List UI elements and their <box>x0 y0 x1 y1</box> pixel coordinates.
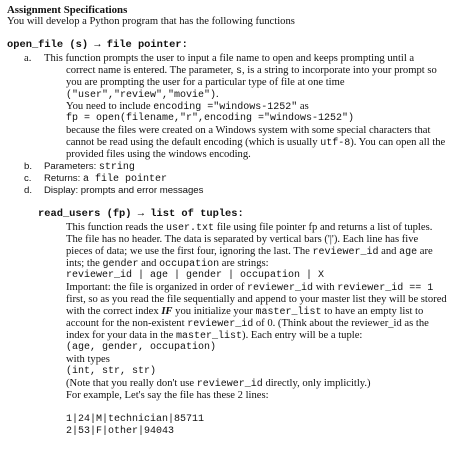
code-span: reviewer_id == 1 <box>337 283 434 294</box>
text-span: This function reads the <box>66 222 167 233</box>
emphasis-if: IF <box>161 306 173 317</box>
text-span: ). You can open all the <box>350 137 446 148</box>
text-span: ints; the <box>66 258 103 269</box>
code-span: ("user","review","movie") <box>66 90 217 101</box>
read-users-line2: The file has no header. The data is separated by vertical bars ('|'). Each line has five <box>66 234 419 245</box>
code-span: encoding ="windows-1252" <box>153 102 298 113</box>
example-line-2: 2|53|F|other|94043 <box>66 426 175 437</box>
text-span: You need to include <box>66 101 154 112</box>
code-span: user.txt <box>166 223 215 234</box>
item-d-marker: d. <box>24 185 33 196</box>
text-span: (Note that you really don't use <box>66 378 197 389</box>
text-span: This function prompts the user to input a file name to open and keeps prompting until a <box>44 53 415 64</box>
text-span: as <box>297 101 309 112</box>
read-users-line11: (age, gender, occupation) <box>66 342 217 353</box>
text-span: , is a string to incorporate into your prompt so <box>241 65 437 76</box>
text-span: and <box>378 246 400 257</box>
text-span: to have an empty list to <box>321 306 424 317</box>
read-users-signature: read_users (fp) → list of tuples: <box>38 208 244 220</box>
read-users-line12: with types <box>66 354 110 365</box>
text-span: Returns: <box>44 173 83 184</box>
text-span: ). Each entry will be a tuple: <box>242 330 363 341</box>
code-span: gender <box>102 259 139 270</box>
item-a-marker: a. <box>24 53 32 64</box>
code-span: a file pointer <box>82 174 167 185</box>
code-span: reviewer_id <box>187 319 254 330</box>
item-a-line7: because the files were created on a Windows system with some special characters that <box>66 125 431 136</box>
example-line-1: 1|24|M|technician|85711 <box>66 414 205 425</box>
read-users-line5: reviewer_id | age | gender | occupation | X <box>66 270 325 281</box>
text-span: . <box>216 89 219 100</box>
item-c-marker: c. <box>24 173 32 184</box>
item-d <box>24 185 204 197</box>
code-span: reviewer_id <box>247 283 314 294</box>
text-span: are strings: <box>219 258 269 269</box>
section-title: Assignment Specifications <box>7 4 128 16</box>
read-users-line7: first, so as you read the file sequentially and append to your master list they will be stored <box>66 294 447 305</box>
read-users-line15: For example, Let's say the file has these 2 lines: <box>66 390 269 401</box>
code-span: utf-8 <box>320 138 351 149</box>
item-b-marker: b. <box>24 161 33 172</box>
code-span: reviewer_id <box>196 379 263 390</box>
text-span: directly, only implicitly.) <box>262 378 371 389</box>
text-span: cannot be read using the default encoding (which is usually <box>66 137 321 148</box>
code-span: master_list <box>176 331 243 342</box>
text-span: index for your data in the <box>66 330 177 341</box>
text-span: account for the non-existent <box>66 318 188 329</box>
intro-text: You will develop a Python program that has the following functions <box>7 16 295 27</box>
code-span: occupation <box>159 259 220 270</box>
text-span: you initialize your <box>172 306 256 317</box>
text-span: correct name is entered. The parameter, <box>66 65 236 76</box>
text-span: and <box>138 258 160 269</box>
text-span: Parameters: <box>44 161 99 172</box>
open-file-signature: open_file (s) → file pointer: <box>7 39 188 51</box>
code-span: age <box>399 247 418 258</box>
code-span: s <box>235 66 242 77</box>
text-span: with the correct index <box>66 306 162 317</box>
text-span: of 0. (Think about the reviewer_id as the <box>253 318 429 329</box>
item-a-line6: fp = open(filename,"r",encoding ="windows-1252") <box>66 113 355 124</box>
text-span: with <box>313 282 338 293</box>
text-span: pieces of data; we use the first four, ignoring the last. The <box>66 246 313 257</box>
text-span: Important: the file is organized in order of <box>66 282 248 293</box>
code-span: string <box>98 162 135 173</box>
text-span: file using file pointer fp and returns a list of tuples. <box>214 222 433 233</box>
code-span: reviewer_id <box>312 247 379 258</box>
item-a-line1 <box>24 53 415 65</box>
text-span: are <box>417 246 433 257</box>
item-a-line3: you are prompting the user for a particular type of file at one time <box>66 77 345 88</box>
item-a-line9: provided files using the windows encoding. <box>66 149 251 160</box>
code-span: master_list <box>255 307 322 318</box>
text-span: Display: prompts and error messages <box>44 185 204 196</box>
read-users-line13: (int, str, str) <box>66 366 157 377</box>
